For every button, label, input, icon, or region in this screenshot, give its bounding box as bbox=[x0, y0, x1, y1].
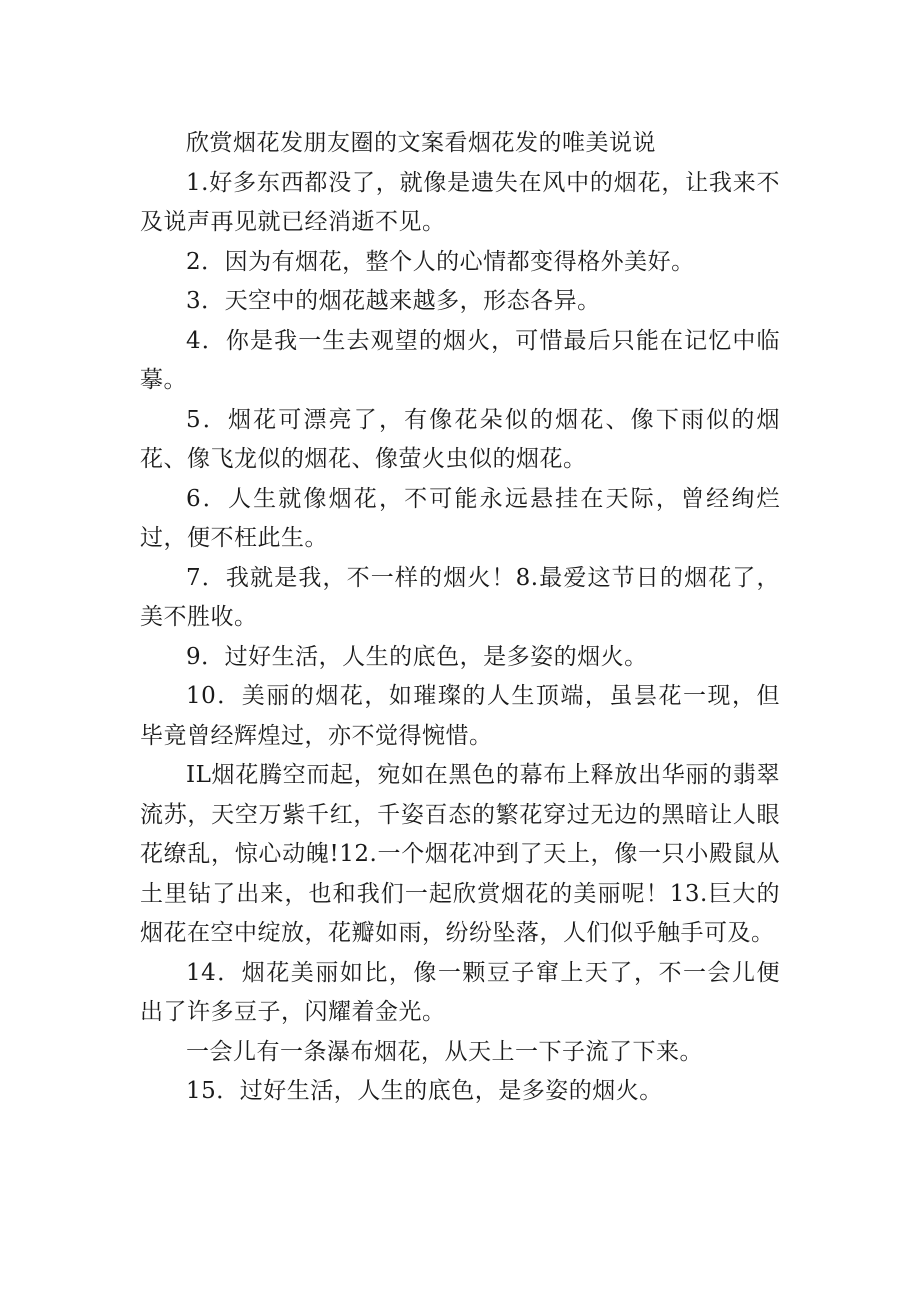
paragraph-4: 4．你是我一生去观望的烟火，可惜最后只能在记忆中临摹。 bbox=[140, 327, 780, 393]
paragraph-1: 1.好多东西都没了，就像是遗失在风中的烟花，让我来不及说声再见就已经消逝不见。 bbox=[140, 169, 780, 235]
document-title: 欣赏烟花发朋友圈的文案看烟花发的唯美说说 bbox=[186, 130, 656, 156]
paragraph-9: 9．过好生活，人生的底色，是多姿的烟火。 bbox=[186, 643, 648, 670]
paragraph-2: 2．因为有烟花，整个人的心情都变得格外美好。 bbox=[186, 248, 695, 275]
paragraph-14: 14．烟花美丽如比，像一颗豆子窜上天了，不一会儿便出了许多豆子，闪耀着金光。 bbox=[140, 959, 780, 1025]
paragraph-10: 10．美丽的烟花，如璀璨的人生顶端，虽昙花一现，但毕竟曾经辉煌过，亦不觉得惋惜。 bbox=[140, 683, 780, 749]
paragraph-7-8: 7．我就是我，不一样的烟火！8.最爱这节日的烟花了，美不胜收。 bbox=[140, 564, 780, 630]
paragraph-3: 3．天空中的烟花越来越多，形态各异。 bbox=[186, 288, 601, 314]
paragraph-15: 15．过好生活，人生的底色，是多姿的烟火。 bbox=[186, 1078, 663, 1104]
paragraph-14-continued: 一会儿有一条瀑布烟花，从天上一下子流了下来。 bbox=[186, 1038, 703, 1065]
paragraph-6: 6．人生就像烟花，不可能永远悬挂在天际，曾经绚烂过，便不枉此生。 bbox=[140, 485, 780, 551]
paragraph-11-13: IL烟花腾空而起，宛如在黑色的幕布上释放出华丽的翡翠流苏，天空万紫千红，千姿百态的繁花穿过无边的黑暗让人眼花缭乱，惊心动魄!12.一个烟花冲到了天上，像一只小殿鼠从土里钻了出来，也和我们一起欣赏烟花的美丽呢！13.巨大的烟花在空中绽放，花瓣如雨，纷纷坠落，人们似乎触手可及。 bbox=[140, 762, 780, 946]
document-body bbox=[140, 124, 780, 1112]
paragraph-5: 5．烟花可漂亮了，有像花朵似的烟花、像下雨似的烟花、像飞龙似的烟花、像萤火虫似的烟花。 bbox=[140, 406, 780, 472]
